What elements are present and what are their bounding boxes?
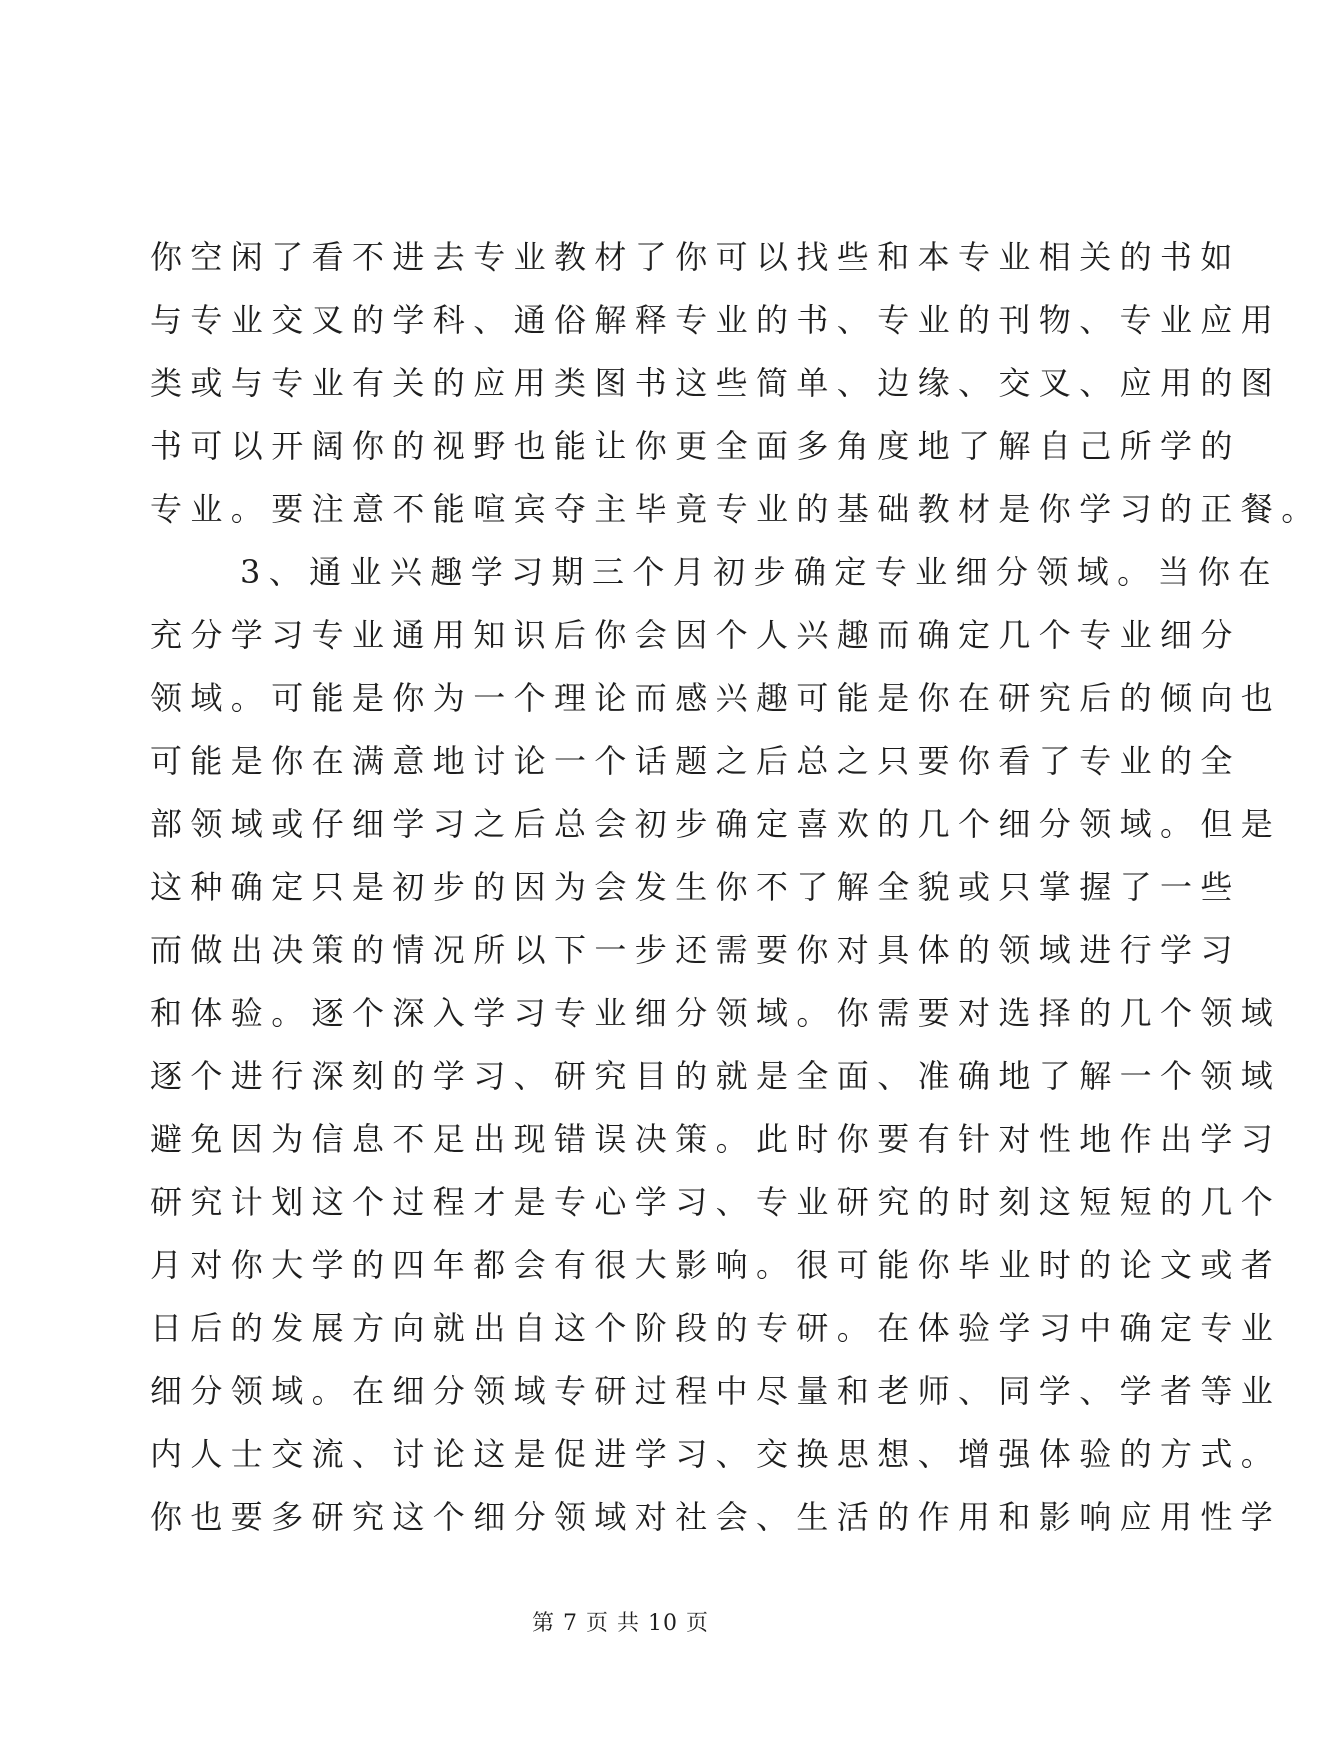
text-line: 避免因为信息不足出现错误决策。此时你要有针对性地作出学习 bbox=[150, 1120, 1282, 1158]
text-line: 日后的发展方向就出自这个阶段的专研。在体验学习中确定专业 bbox=[150, 1309, 1282, 1347]
text-line: 你也要多研究这个细分领域对社会、生活的作用和影响应用性学 bbox=[150, 1498, 1282, 1536]
text-line: 逐个进行深刻的学习、研究目的就是全面、准确地了解一个领域 bbox=[150, 1057, 1282, 1095]
page-number-footer: 第 7 页 共 10 页 bbox=[532, 1611, 709, 1636]
text-line: 你空闲了看不进去专业教材了你可以找些和本专业相关的书如 bbox=[150, 238, 1241, 276]
text-line: 类或与专业有关的应用类图书这些简单、边缘、交叉、应用的图 bbox=[150, 364, 1282, 402]
text-line: 领域。可能是你为一个理论而感兴趣可能是你在研究后的倾向也 bbox=[150, 679, 1282, 717]
text-line: 充分学习专业通用知识后你会因个人兴趣而确定几个专业细分 bbox=[150, 616, 1241, 654]
text-line: 和体验。逐个深入学习专业细分领域。你需要对选择的几个领域 bbox=[150, 994, 1282, 1032]
text-line: 可能是你在满意地讨论一个话题之后总之只要你看了专业的全 bbox=[150, 742, 1241, 780]
text-line: 专业。要注意不能喧宾夺主毕竟专业的基础教材是你学习的正餐。 bbox=[150, 490, 1322, 528]
text-line: 与专业交叉的学科、通俗解释专业的书、专业的刊物、专业应用 bbox=[150, 301, 1282, 339]
text-line: 月对你大学的四年都会有很大影响。很可能你毕业时的论文或者 bbox=[150, 1246, 1282, 1284]
text-line: 内人士交流、讨论这是促进学习、交换思想、增强体验的方式。 bbox=[150, 1435, 1282, 1473]
paragraph-start-line: 3、通业兴趣学习期三个月初步确定专业细分领域。当你在 bbox=[240, 553, 1279, 591]
text-line: 这种确定只是初步的因为会发生你不了解全貌或只掌握了一些 bbox=[150, 868, 1241, 906]
text-line: 书可以开阔你的视野也能让你更全面多角度地了解自己所学的 bbox=[150, 427, 1241, 465]
text-line: 细分领域。在细分领域专研过程中尽量和老师、同学、学者等业 bbox=[150, 1372, 1282, 1410]
text-line: 部领域或仔细学习之后总会初步确定喜欢的几个细分领域。但是 bbox=[150, 805, 1282, 843]
text-line: 而做出决策的情况所以下一步还需要你对具体的领域进行学习 bbox=[150, 931, 1241, 969]
body-text bbox=[150, 226, 1322, 1549]
text-line: 研究计划这个过程才是专心学习、专业研究的时刻这短短的几个 bbox=[150, 1183, 1282, 1221]
